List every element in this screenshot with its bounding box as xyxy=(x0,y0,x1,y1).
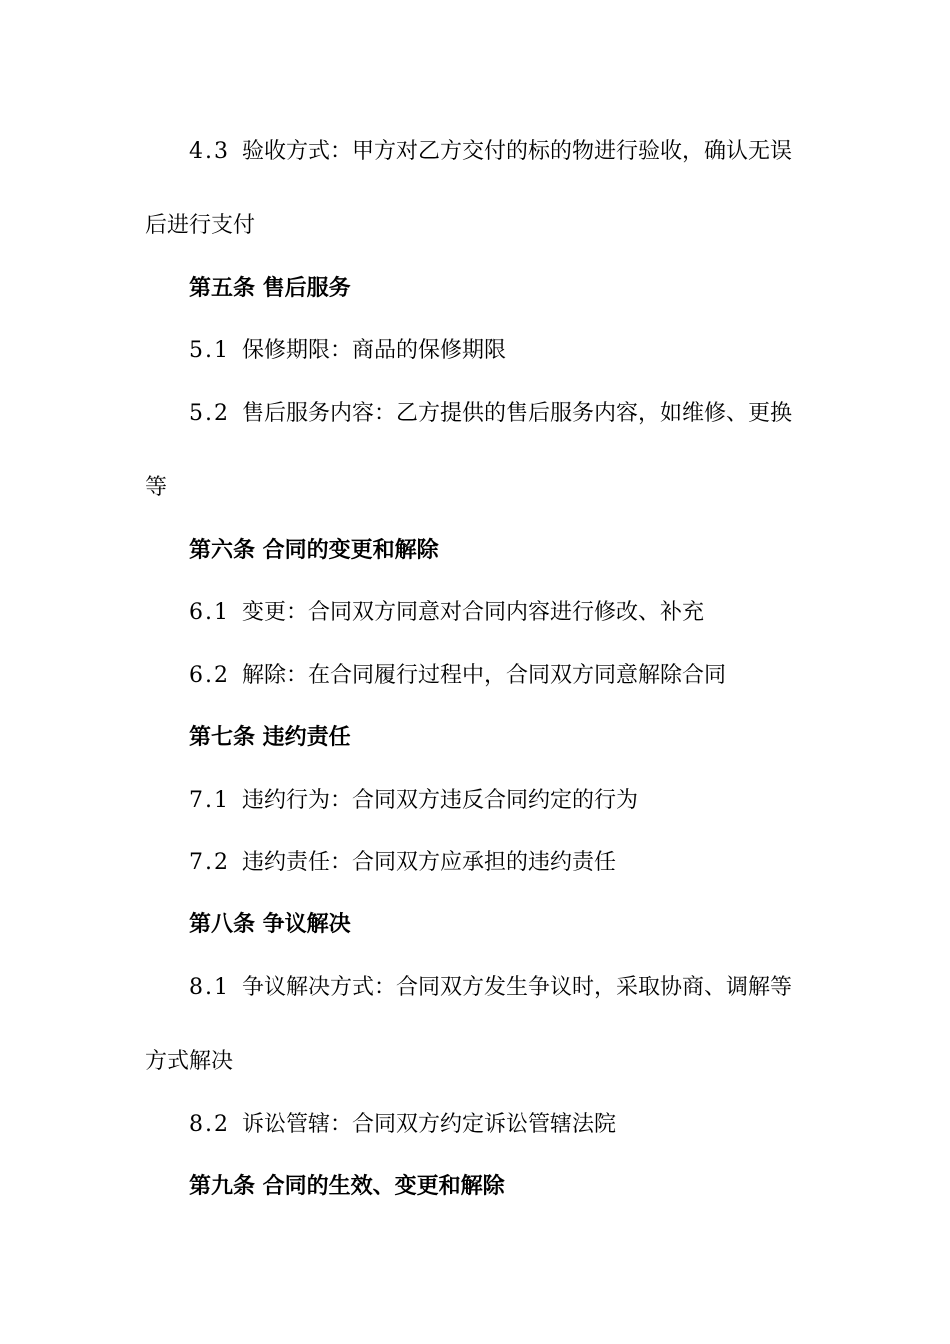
clause-5-2 xyxy=(189,399,792,429)
clause-text-continuation: 后进行支付 xyxy=(145,213,256,238)
clause-4-3-continuation xyxy=(145,211,255,241)
clause-text: 售后服务内容：乙方提供的售后服务内容，如维修、更换 xyxy=(242,401,793,426)
clause-7-1 xyxy=(189,786,638,816)
clause-number: 7.2 xyxy=(189,850,230,875)
clause-number: 8.1 xyxy=(189,975,230,1000)
clause-text-continuation: 等 xyxy=(145,475,168,500)
clause-number: 5.1 xyxy=(189,338,230,363)
clause-text: 诉讼管辖：合同双方约定诉讼管辖法院 xyxy=(242,1112,617,1137)
clause-5-1 xyxy=(189,336,506,366)
clause-6-2 xyxy=(189,661,726,691)
clause-text-continuation: 方式解决 xyxy=(145,1049,234,1074)
clause-number: 6.2 xyxy=(189,663,230,688)
article-heading-9: 第九条 合同的生效、变更和解除 xyxy=(189,1174,505,1199)
article-heading-7: 第七条 违约责任 xyxy=(189,725,351,750)
clause-8-2 xyxy=(189,1110,616,1140)
clause-number: 4.3 xyxy=(189,139,230,164)
clause-5-2-continuation xyxy=(145,473,167,503)
clause-number: 6.1 xyxy=(189,600,230,625)
clause-number: 5.2 xyxy=(189,401,230,426)
clause-text: 争议解决方式：合同双方发生争议时，采取协商、调解等 xyxy=(242,975,793,1000)
clause-4-3 xyxy=(189,137,792,167)
clause-7-2 xyxy=(189,848,616,878)
clause-text: 违约行为：合同双方违反合同约定的行为 xyxy=(242,788,639,813)
article-heading-8: 第八条 争议解决 xyxy=(189,912,351,937)
clause-8-1 xyxy=(189,973,792,1003)
clause-text: 解除：在合同履行过程中，合同双方同意解除合同 xyxy=(242,663,727,688)
clause-6-1 xyxy=(189,598,704,628)
article-heading-6: 第六条 合同的变更和解除 xyxy=(189,538,439,563)
clause-text: 变更：合同双方同意对合同内容进行修改、补充 xyxy=(242,600,705,625)
clause-number: 8.2 xyxy=(189,1112,230,1137)
clause-text: 验收方式：甲方对乙方交付的标的物进行验收，确认无误 xyxy=(242,139,793,164)
clause-number: 7.1 xyxy=(189,788,230,813)
article-heading-5: 第五条 售后服务 xyxy=(189,276,351,301)
clause-text: 违约责任：合同双方应承担的违约责任 xyxy=(242,850,617,875)
clause-8-1-continuation xyxy=(145,1047,233,1077)
clause-text: 保修期限：商品的保修期限 xyxy=(242,338,507,363)
